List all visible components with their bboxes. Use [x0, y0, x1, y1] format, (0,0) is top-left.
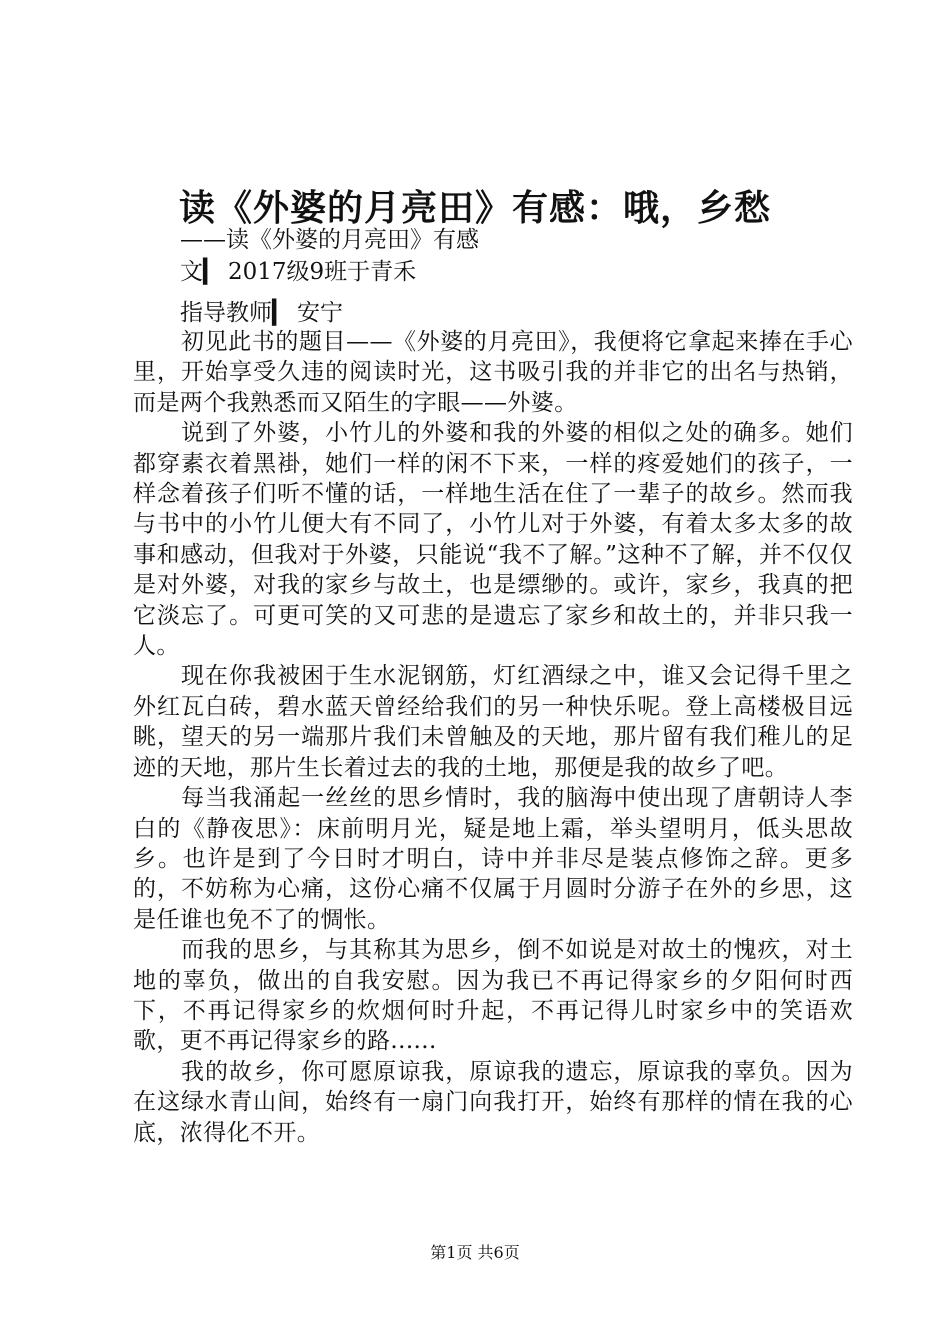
author-line: 文▎ 2017级9班于青禾	[180, 259, 417, 285]
page-title: 读《外婆的月亮田》有感：哦，乡愁	[178, 187, 771, 229]
paragraph: 每当我涌起一丝丝的思乡情时，我的脑海中使出现了唐朝诗人李白的《静夜思》：床前明月光，疑是地上霜，举头望明月，低头思故乡。也许是到了今日时才明白，诗中并非尽是装点修饰之辞。更多的，不妨称为心痛，这份心痛不仅属于月圆时分游子在外的乡思，这是任谁也免不了的惆怅。	[133, 785, 853, 933]
paragraph: 说到了外婆，小竹儿的外婆和我的外婆的相似之处的确多。她们都穿素衣着黑褂，她们一样的闲不下来，一样的疼爱她们的孩子，一样念着孩子们听不懂的话，一样地生活在住了一辈子的故乡。然而我与书中的小竹儿便大有不同了，小竹儿对于外婆，有着太多太多的故事和感动，但我对于外婆，只能说“我不了解。”这种不了解，并不仅仅是对外婆，对我的家乡与故土，也是缥缈的。或许，家乡，我真的把它淡忘了。可更可笑的又可悲的是遗忘了家乡和故土的，并非只我一人。	[133, 420, 853, 660]
paragraph: 初见此书的题目——《外婆的月亮田》，我便将它拿起来捧在手心里，开始享受久违的阅读时光，这书吸引我的并非它的出名与热销，而是两个我熟悉而又陌生的字眼——外婆。	[133, 329, 853, 416]
paragraph: 我的故乡，你可愿原谅我，原谅我的遗忘，原谅我的辜负。因为在这绿水青山间，始终有一扇门向我打开，始终有那样的情在我的心底，浓得化不开。	[133, 1058, 853, 1146]
article-body	[133, 327, 853, 1148]
page-footer: 第1页 共6页	[430, 1243, 520, 1262]
teacher-line: 指导教师▎ 安宁	[180, 300, 343, 326]
subtitle: ——读《外婆的月亮田》有感	[180, 227, 479, 253]
paragraph: 现在你我被困于生水泥钢筋，灯红酒绿之中，谁又会记得千里之外红瓦白砖，碧水蓝天曾经给我们的另一种快乐呢。登上高楼极目远眺，望天的另一端那片我们未曾触及的天地，那片留有我们稚儿的足迹的天地，那片生长着过去的我的土地，那便是我的故乡了吧。	[133, 663, 853, 781]
paragraph: 而我的思乡，与其称其为思乡，倒不如说是对故土的愧疚，对土地的辜负，做出的自我安慰。因为我已不再记得家乡的夕阳何时西下，不再记得家乡的炊烟何时升起，不再记得儿时家乡中的笑语欢歌，更不再记得家乡的路......	[133, 937, 853, 1055]
